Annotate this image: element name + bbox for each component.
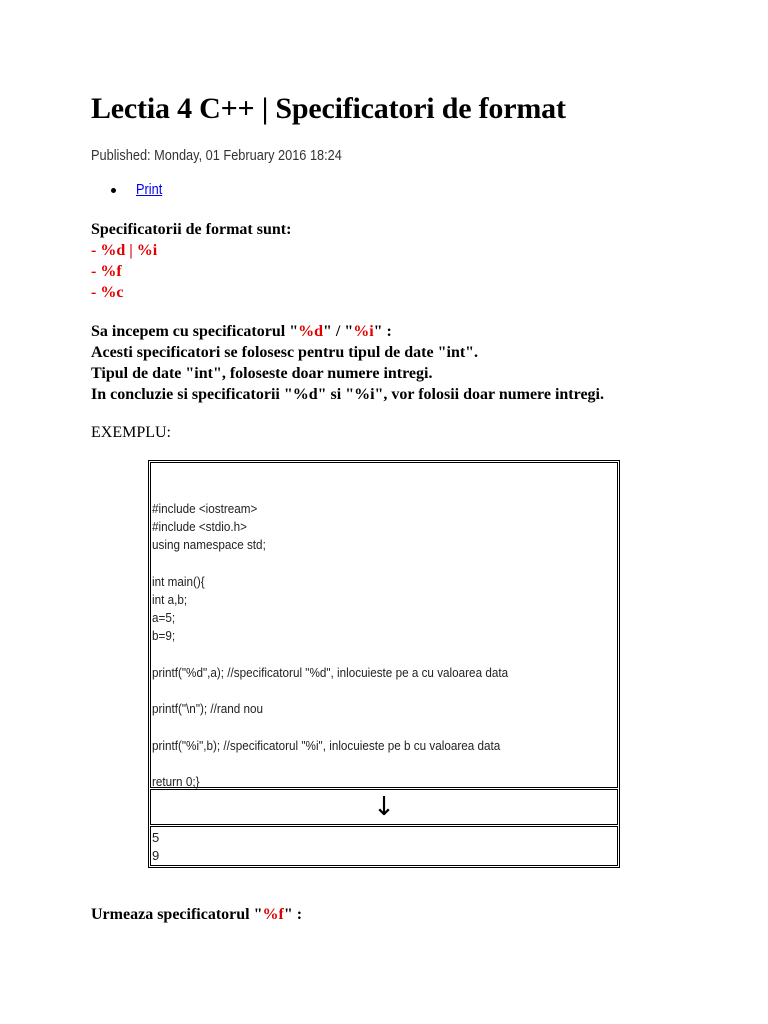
intro-item: - %c (91, 284, 124, 301)
code-line: printf("\n"); //rand nou (152, 701, 264, 717)
example-label: EXEMPLU: (91, 424, 171, 441)
explanation-paragraph (91, 321, 604, 405)
bullet-icon (111, 188, 116, 193)
print-link[interactable]: Print (136, 182, 163, 198)
spec-highlight: %d (298, 323, 323, 340)
code-line (152, 755, 508, 773)
code-line (152, 646, 508, 664)
paragraph-line (91, 321, 604, 342)
code-example-table (148, 460, 620, 868)
spec-highlight: %f (262, 906, 284, 923)
code-lines (152, 500, 508, 791)
output-line: 9 (152, 848, 160, 863)
code-line: b=9; (152, 628, 176, 644)
code-line: printf("%i",b); //specificatorul "%i", inlocuieste pe b cu valoarea data (152, 737, 501, 753)
arrow-down-icon: ↓ (150, 789, 618, 825)
intro-section (91, 219, 291, 303)
paragraph-line: Acesti specificatori se folosesc pentru tipul de date "int". (91, 344, 479, 361)
text-span: Urmeaza specificatorul " (91, 906, 263, 923)
next-section-heading (91, 904, 302, 925)
code-line (152, 555, 508, 573)
text-span: " : (283, 906, 303, 923)
code-line: return 0;} (152, 774, 200, 790)
code-line: using namespace std; (152, 537, 266, 553)
output-lines (152, 829, 159, 865)
code-line: #include <iostream> (152, 501, 258, 516)
text-span: " : (373, 323, 392, 340)
spec-highlight: %i (353, 323, 374, 340)
intro-heading: Specificatorii de format sunt: (91, 221, 292, 238)
code-line: printf("%d",a); //specificatorul "%d", inlocuieste pe a cu valoarea data (152, 664, 509, 680)
text-span: " / " (322, 323, 354, 340)
output-block (150, 826, 618, 866)
page-title: Lectia 4 C++ | Specificatori de format (91, 92, 566, 125)
code-line (152, 682, 508, 700)
code-line (152, 718, 508, 736)
code-line: #include <stdio.h> (152, 519, 247, 535)
text-span: Sa incepem cu specificatorul " (91, 323, 299, 340)
published-date: Published: Monday, 01 February 2016 18:24 (91, 148, 342, 164)
code-block (150, 462, 618, 788)
paragraph-line: In concluzie si specificatorii "%d" si "%i", vor folosii doar numere intregi. (91, 386, 604, 403)
code-line: int main(){ (152, 573, 205, 589)
intro-item: - %f (91, 263, 122, 280)
code-line: a=5; (152, 610, 176, 626)
intro-item: - %d | %i (91, 242, 158, 259)
paragraph-line: Tipul de date "int", foloseste doar numere intregi. (91, 365, 433, 382)
output-line: 5 (152, 830, 160, 845)
code-line: int a,b; (152, 592, 188, 608)
